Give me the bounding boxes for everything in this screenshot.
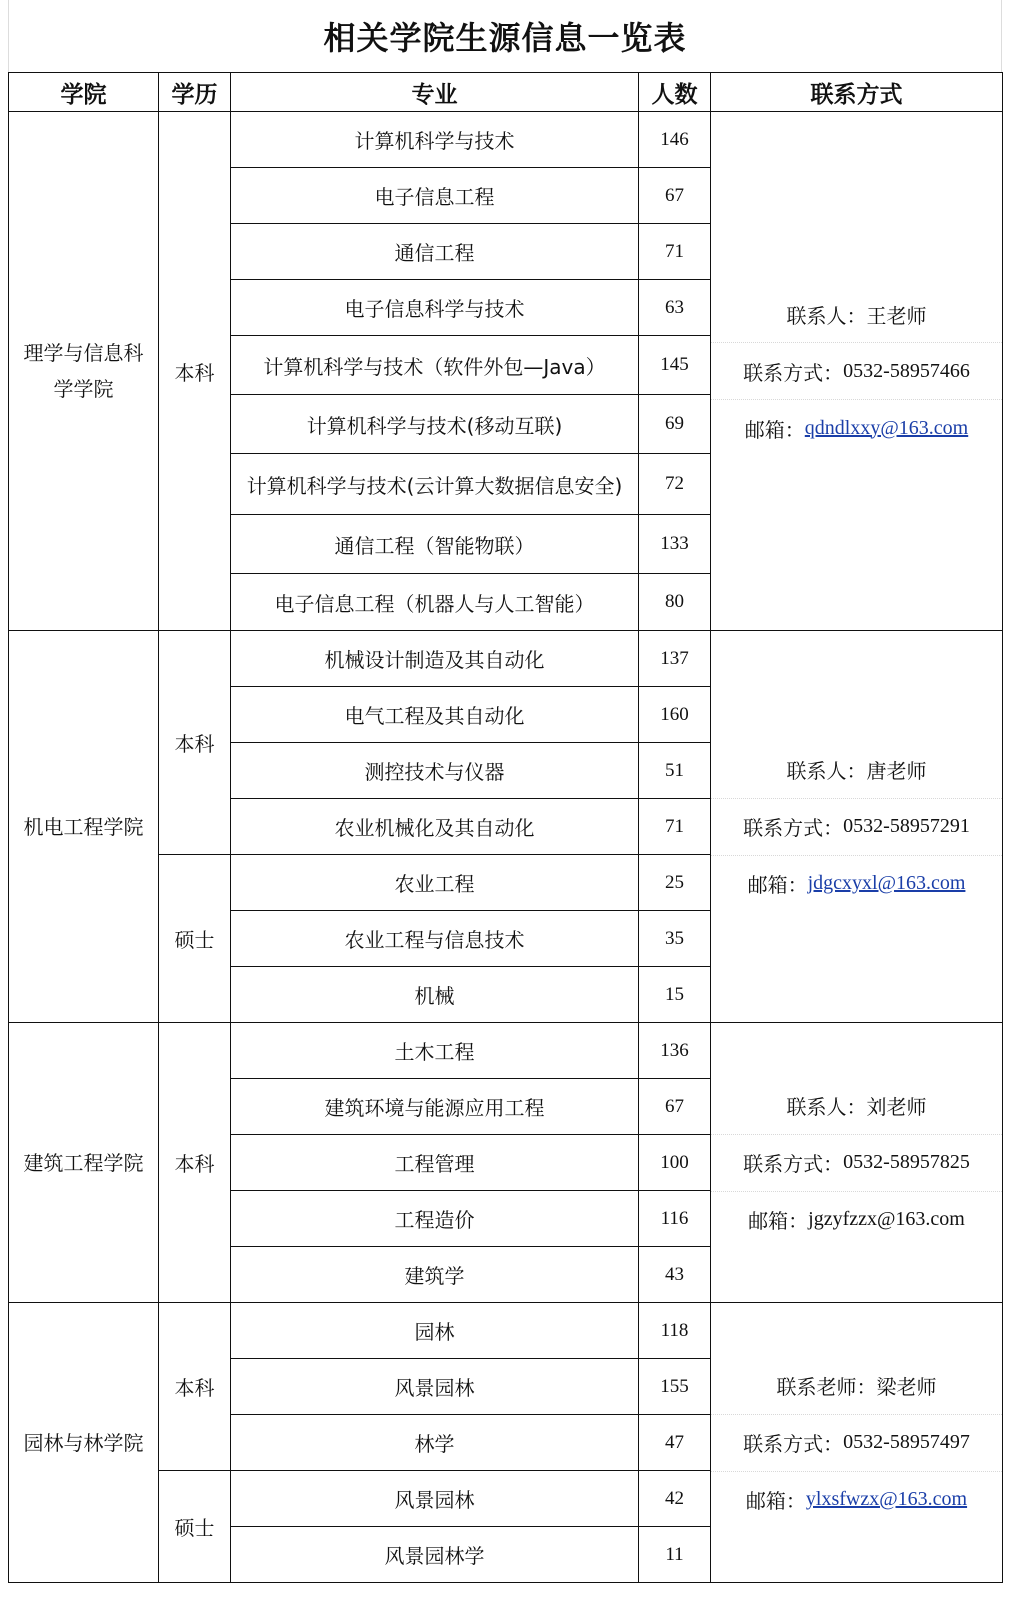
- major-cell: 林学: [231, 1415, 639, 1471]
- contact-email-link[interactable]: qdndlxxy@163.com: [804, 416, 969, 439]
- contact-cell: [711, 1023, 1003, 1303]
- contact-person-line: [711, 742, 1002, 798]
- contact-email-label: 邮箱：: [747, 873, 808, 897]
- college-cell: [9, 1023, 159, 1303]
- contact-email-line: [711, 1191, 1002, 1248]
- major-cell: 通信工程: [231, 224, 639, 280]
- major-cell: 工程造价: [231, 1191, 639, 1247]
- table-body: [9, 112, 1003, 1583]
- contact-person-line: [711, 1078, 1002, 1134]
- contact-person-label: 联系人：: [786, 1095, 867, 1119]
- college-cell: [9, 1303, 159, 1583]
- major-cell: 电子信息工程: [231, 168, 639, 224]
- count-cell: 51: [639, 743, 711, 799]
- college-name-line: 建筑工程学院: [23, 1150, 144, 1175]
- contact-cell: [711, 1303, 1003, 1583]
- contact-person-name: 唐老师: [866, 759, 927, 783]
- contact-phone-label: 联系方式：: [743, 1152, 844, 1176]
- major-cell: 土木工程: [231, 1023, 639, 1079]
- count-cell: 118: [639, 1303, 711, 1359]
- count-cell: 72: [639, 454, 711, 515]
- college-cell: [9, 112, 159, 631]
- contact-email-line: [711, 399, 1002, 456]
- major-cell: 风景园林: [231, 1359, 639, 1415]
- contact-person-name: 梁老师: [876, 1375, 937, 1399]
- contact-phone-number: 0532-58957291: [843, 815, 970, 837]
- contact-info: [711, 286, 1002, 456]
- major-cell: 计算机科学与技术: [231, 112, 639, 168]
- contact-info: [711, 1078, 1002, 1248]
- student-source-table: [8, 72, 1003, 1583]
- major-cell: 风景园林学: [231, 1527, 639, 1583]
- contact-email-label: 邮箱：: [744, 417, 805, 442]
- major-cell: 工程管理: [231, 1135, 639, 1191]
- degree-cell: 本科: [159, 1303, 231, 1471]
- contact-phone-label: 联系方式：: [743, 360, 844, 385]
- major-cell: 电子信息工程（机器人与人工智能）: [231, 574, 639, 631]
- header-contact: 联系方式: [711, 73, 1003, 112]
- contact-person-label: 联系人：: [786, 303, 867, 328]
- major-cell: 机械: [231, 967, 639, 1023]
- contact-phone-number: 0532-58957825: [843, 1151, 970, 1173]
- count-cell: 136: [639, 1023, 711, 1079]
- contact-info: [711, 742, 1002, 912]
- count-cell: 42: [639, 1471, 711, 1527]
- contact-email-link[interactable]: ylxsfwzx@163.com: [805, 1488, 968, 1510]
- table-row: [9, 1303, 1003, 1359]
- count-cell: 137: [639, 631, 711, 687]
- contact-person-label: 联系人：: [786, 759, 867, 783]
- degree-cell: 硕士: [159, 855, 231, 1023]
- count-cell: 100: [639, 1135, 711, 1191]
- contact-phone-line: [711, 1134, 1002, 1191]
- header-count: 人数: [639, 73, 711, 112]
- major-cell: 测控技术与仪器: [231, 743, 639, 799]
- count-cell: 15: [639, 967, 711, 1023]
- major-cell: 通信工程（智能物联）: [231, 515, 639, 574]
- contact-email-label: 邮箱：: [745, 1489, 806, 1513]
- contact-phone-line: [711, 1414, 1002, 1471]
- major-cell: 园林: [231, 1303, 639, 1359]
- contact-phone-label: 联系方式：: [743, 1432, 844, 1456]
- count-cell: 11: [639, 1527, 711, 1583]
- contact-cell: [711, 631, 1003, 1023]
- contact-info: [711, 1358, 1002, 1528]
- count-cell: 35: [639, 911, 711, 967]
- major-cell: 风景园林: [231, 1471, 639, 1527]
- contact-email-line: [711, 855, 1002, 912]
- contact-email-text: jgzyfzzx@163.com: [808, 1208, 965, 1230]
- college-name-line: 机电工程学院: [23, 814, 144, 839]
- major-cell: 农业工程: [231, 855, 639, 911]
- major-cell: 计算机科学与技术（软件外包—Java）: [231, 336, 639, 395]
- header-degree: 学历: [159, 73, 231, 112]
- count-cell: 67: [639, 168, 711, 224]
- contact-phone-label: 联系方式：: [743, 816, 844, 840]
- count-cell: 145: [639, 336, 711, 395]
- contact-person-name: 刘老师: [866, 1095, 927, 1119]
- header-major: 专业: [231, 73, 639, 112]
- degree-cell: 本科: [159, 631, 231, 855]
- count-cell: 71: [639, 799, 711, 855]
- contact-email-label: 邮箱：: [748, 1209, 809, 1233]
- contact-email-line: [711, 1471, 1002, 1528]
- major-cell: 建筑学: [231, 1247, 639, 1303]
- table-row: [9, 112, 1003, 168]
- count-cell: 63: [639, 280, 711, 336]
- count-cell: 25: [639, 855, 711, 911]
- count-cell: 133: [639, 515, 711, 574]
- table-row: [9, 1023, 1003, 1079]
- college-name-line: 学学院: [53, 377, 114, 401]
- count-cell: 155: [639, 1359, 711, 1415]
- count-cell: 69: [639, 395, 711, 454]
- major-cell: 计算机科学与技术(云计算大数据信息安全): [231, 454, 639, 515]
- major-cell: 计算机科学与技术(移动互联): [231, 395, 639, 454]
- contact-person-label: 联系老师：: [776, 1375, 877, 1399]
- header-row: [9, 73, 1003, 112]
- contact-cell: [711, 112, 1003, 631]
- major-cell: 农业工程与信息技术: [231, 911, 639, 967]
- contact-person-name: 王老师: [866, 303, 927, 328]
- degree-cell: 本科: [159, 112, 231, 631]
- college-name-line: 理学与信息科: [23, 341, 144, 365]
- count-cell: 80: [639, 574, 711, 631]
- contact-phone-number: 0532-58957466: [843, 359, 970, 382]
- count-cell: 67: [639, 1079, 711, 1135]
- header-college: 学院: [9, 73, 159, 112]
- contact-phone-line: [711, 342, 1002, 399]
- contact-email-link[interactable]: jdgcxyxl@163.com: [807, 872, 966, 894]
- degree-cell: 本科: [159, 1023, 231, 1303]
- contact-phone-number: 0532-58957497: [843, 1431, 970, 1453]
- count-cell: 43: [639, 1247, 711, 1303]
- count-cell: 146: [639, 112, 711, 168]
- degree-cell: 硕士: [159, 1471, 231, 1583]
- major-cell: 电子信息科学与技术: [231, 280, 639, 336]
- major-cell: 电气工程及其自动化: [231, 687, 639, 743]
- count-cell: 71: [639, 224, 711, 280]
- contact-person-line: [711, 1358, 1002, 1414]
- college-cell: [9, 631, 159, 1023]
- major-cell: 机械设计制造及其自动化: [231, 631, 639, 687]
- count-cell: 116: [639, 1191, 711, 1247]
- major-cell: 建筑环境与能源应用工程: [231, 1079, 639, 1135]
- contact-phone-line: [711, 798, 1002, 855]
- college-name-line: 园林与林学院: [23, 1430, 144, 1455]
- contact-person-line: [711, 286, 1002, 342]
- page-title: 相关学院生源信息一览表: [8, 0, 1002, 72]
- major-cell: 农业机械化及其自动化: [231, 799, 639, 855]
- table-row: [9, 631, 1003, 687]
- count-cell: 47: [639, 1415, 711, 1471]
- count-cell: 160: [639, 687, 711, 743]
